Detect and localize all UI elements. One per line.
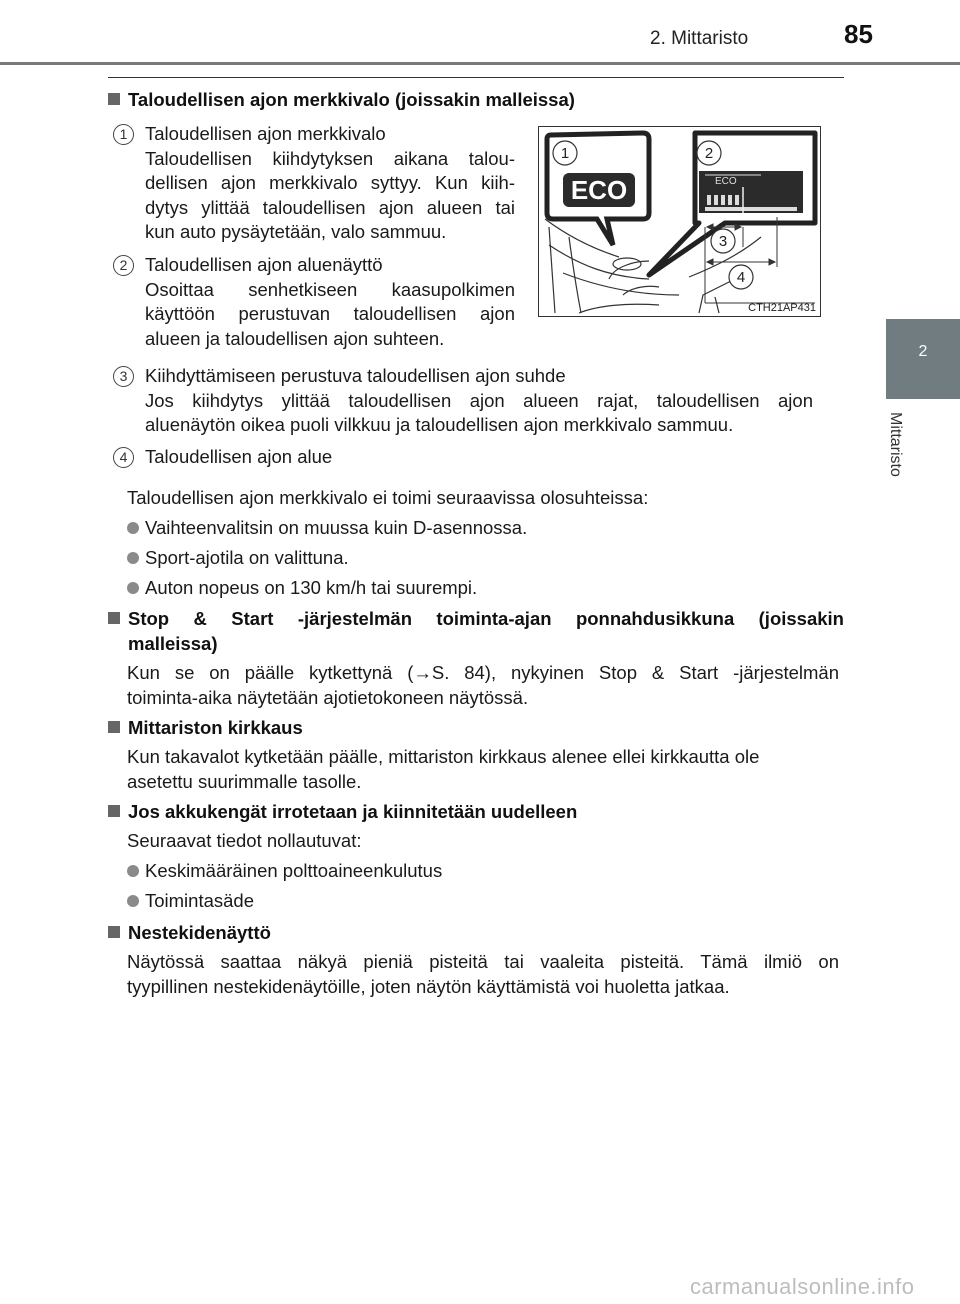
stop-start-text: Kun se on päälle kytkettynä (→S. 84), nykyinen Stop & Start -järjestelmän toiminta-aika näytetään ajotietokoneen näytössä. <box>127 662 839 708</box>
section-heading-brightness: Mittariston kirkkaus <box>108 717 303 739</box>
header-divider <box>0 62 960 65</box>
eco-bullet-1: Vaihteenvalitsin on muussa kuin D-asennossa. <box>127 516 527 541</box>
chapter-title: 2. Mittaristo <box>650 28 749 49</box>
bullet-dot-icon <box>127 552 139 564</box>
callout-number-1: 1 <box>113 124 134 145</box>
battery-bullet-1: Keskimääräinen polttoaineenkulutus <box>127 859 442 884</box>
eco-bullet-3: Auton nopeus on 130 km/h tai suurempi. <box>127 576 477 601</box>
section-heading-eco: Taloudellisen ajon merkkivalo (joissakin malleissa) <box>108 89 575 111</box>
callout-number-4: 4 <box>113 447 134 468</box>
bullet-dot-icon <box>127 895 139 907</box>
square-bullet-icon <box>108 93 120 105</box>
svg-text:4: 4 <box>736 269 746 286</box>
eco-bullet-2: Sport-ajotila on valittuna. <box>127 546 349 571</box>
watermark: carmanualsonline.info <box>690 1274 915 1299</box>
chapter-tab-label: Mittaristo <box>887 412 904 477</box>
page-number: 85 <box>844 19 873 49</box>
eco-diagram-drawing <box>539 127 820 316</box>
svg-text:1: 1 <box>560 145 570 162</box>
square-bullet-icon <box>108 612 120 624</box>
eco-note: Taloudellisen ajon merkkivalo ei toimi seuraavissa olosuhteissa: <box>127 487 649 508</box>
svg-text:2: 2 <box>704 145 714 162</box>
bullet-dot-icon <box>127 522 139 534</box>
bullet-dot-icon <box>127 865 139 877</box>
eco-indicator-illustration <box>538 126 821 317</box>
square-bullet-icon <box>108 926 120 938</box>
callout-number-2: 2 <box>113 255 134 276</box>
battery-bullet-2: Toimintasäde <box>127 889 254 914</box>
square-bullet-icon <box>108 721 120 733</box>
svg-text:ECO: ECO <box>715 176 737 187</box>
chapter-tab[interactable] <box>886 319 960 399</box>
callout-number-3: 3 <box>113 366 134 387</box>
bullet-dot-icon <box>127 582 139 594</box>
square-bullet-icon <box>108 805 120 817</box>
battery-note: Seuraavat tiedot nollautuvat: <box>127 830 362 851</box>
item-4-text: Taloudellisen ajon alue <box>145 446 333 467</box>
chapter-tab-number: 2 <box>918 343 928 360</box>
section-heading-battery: Jos akkukengät irrotetaan ja kiinnitetään uudelleen <box>108 801 577 823</box>
item-3-text: Kiihdyttämiseen perustuva taloudellisen ajon suhde Jos kiihdytys ylittää taloudellisen ajon alueen rajat, taloudellisen ajon aluenäytön oikea puoli vilkkuu ja taloudellisen ajon merkkivalo sammuu. <box>145 365 813 435</box>
content-top-rule <box>108 77 844 78</box>
brightness-text: Kun takavalot kytketään päälle, mittariston kirkkaus alenee ellei kirkkautta ole asetettu suurimmalle tasolle. <box>127 746 760 792</box>
lcd-text: Näytössä saattaa näkyä pieniä pisteitä tai vaaleita pisteitä. Tämä ilmiö on tyypillinen nestekidenäytöille, joten näytön käyttämistä voi huoletta jatkaa. <box>127 951 839 997</box>
item-1-text: Taloudellisen ajon merkkivalo Taloudellisen kiihdytyksen aikana talou- dellisen ajon merkkivalo syttyy. Kun kiih- dytys ylittää taloudellisen ajon alueen tai kun auto pysäytetään, valo sammuu. <box>145 123 515 242</box>
section-heading-lcd: Nestekidenäyttö <box>108 922 271 944</box>
section-heading-stop-start: Stop & Start -järjestelmän toiminta-ajan ponnahdusikkuna (joissakin malleissa) <box>108 607 844 656</box>
svg-text:ECO: ECO <box>570 175 628 205</box>
svg-text:3: 3 <box>718 233 728 250</box>
figure-code: CTH21AP431 <box>748 302 816 314</box>
item-2-text: Taloudellisen ajon aluenäyttö Osoittaa senhetkiseen kaasupolkimen käyttöön perustuvan taloudellisen ajon alueen ja taloudellisen ajon suhteen. <box>145 254 515 349</box>
